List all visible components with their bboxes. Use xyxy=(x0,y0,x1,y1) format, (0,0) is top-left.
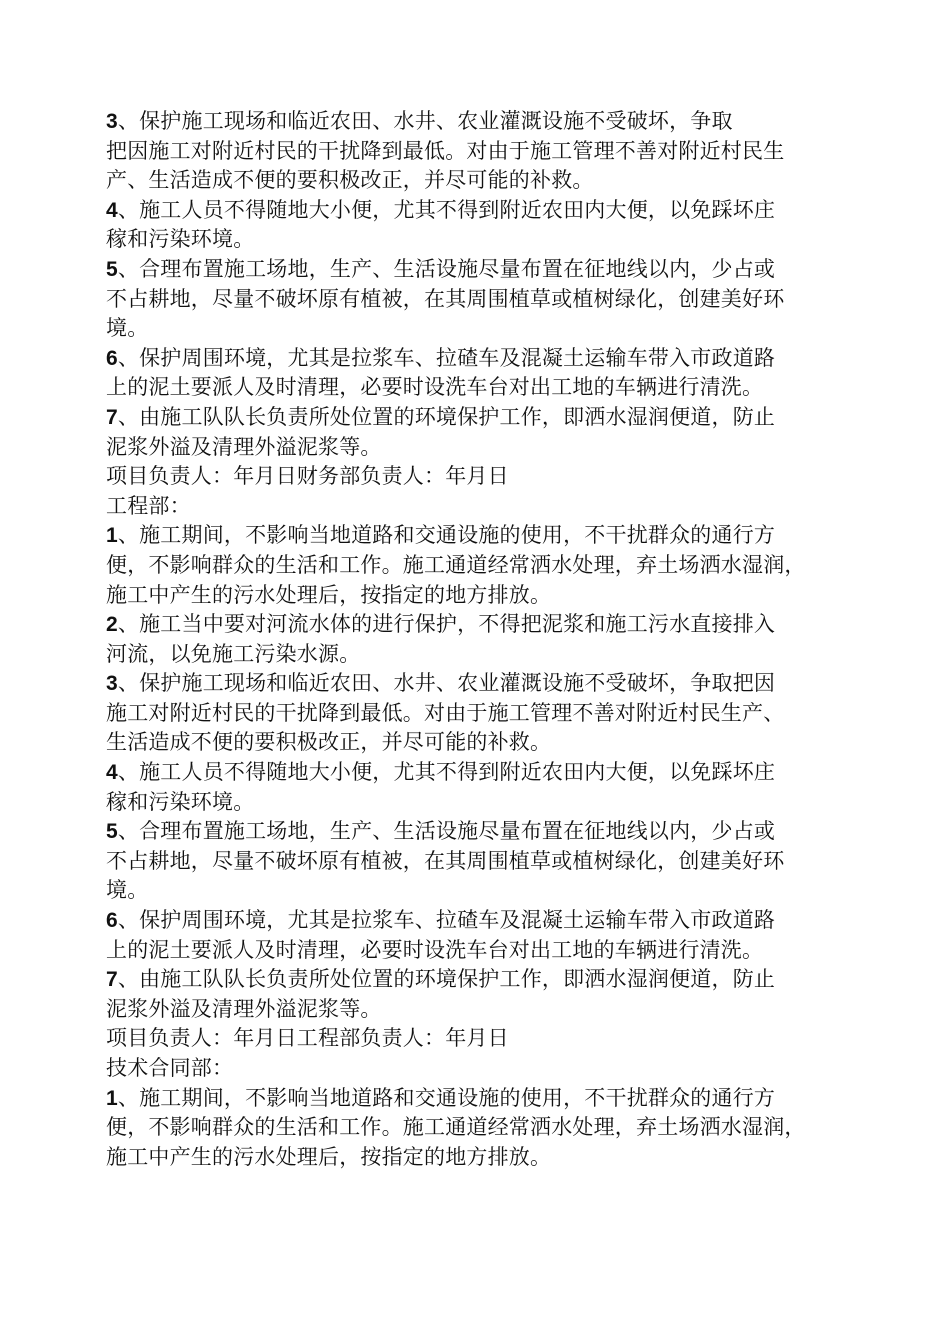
section-heading xyxy=(106,492,866,522)
line-text: 泥浆外溢及清理外溢泥浆等。 xyxy=(106,434,382,459)
line-text: 施工中产生的污水处理后，按指定的地方排放。 xyxy=(106,582,552,607)
text-line xyxy=(106,788,866,818)
list-item-line xyxy=(106,255,866,285)
text-line xyxy=(106,314,866,344)
item-number: 2 xyxy=(106,613,118,637)
list-item-line xyxy=(106,610,866,640)
line-text: 项目负责人：年月日财务部负责人：年月日 xyxy=(106,464,509,489)
line-text: 上的泥土要派人及时清理，必要时设洗车台对出工地的车辆进行清洗。 xyxy=(106,937,764,962)
list-item-line xyxy=(106,1084,866,1114)
item-number: 6 xyxy=(106,909,118,933)
line-text: 上的泥土要派人及时清理，必要时设洗车台对出工地的车辆进行清洗。 xyxy=(106,375,764,400)
text-line xyxy=(106,285,866,315)
line-text: 、合理布置施工场地，生产、生活设施尽量布置在征地线以内，少占或 xyxy=(117,819,776,844)
item-number: 6 xyxy=(106,346,118,370)
item-number: 7 xyxy=(106,968,118,992)
text-line xyxy=(106,1143,866,1173)
line-text: 便，不影响群众的生活和工作。施工通道经常洒水处理，弃土场洒水湿润， xyxy=(106,1115,806,1140)
item-number: 3 xyxy=(106,110,118,133)
item-number: 1 xyxy=(106,524,118,548)
item-number: 7 xyxy=(106,405,118,429)
text-line xyxy=(106,137,866,167)
item-number: 1 xyxy=(106,1086,118,1110)
line-text: 、保护周围环境，尤其是拉浆车、拉碴车及混凝土运输车带入市政道路 xyxy=(117,345,776,370)
list-item-line xyxy=(106,669,866,699)
line-text: 、施工期间，不影响当地道路和交通设施的使用，不干扰群众的通行方 xyxy=(117,1085,776,1110)
line-text: 稼和污染环境。 xyxy=(106,789,255,814)
line-text: 、由施工队队长负责所处位置的环境保护工作，即洒水湿润便道，防止 xyxy=(117,967,776,992)
item-number: 3 xyxy=(106,672,118,696)
list-item-line xyxy=(106,344,866,374)
text-line xyxy=(106,640,866,670)
line-text: 、保护施工现场和临近农田、水井、农业灌溉设施不受破坏，争取 xyxy=(117,109,733,133)
line-text: 、保护施工现场和临近农田、水井、农业灌溉设施不受破坏，争取把因 xyxy=(117,671,776,696)
line-text: 产、生活造成不便的要积极改正，并尽可能的补救。 xyxy=(106,168,594,193)
line-text: 、合理布置施工场地，生产、生活设施尽量布置在征地线以内，少占或 xyxy=(117,256,776,281)
text-line xyxy=(106,433,866,463)
line-text: 项目负责人：年月日工程部负责人：年月日 xyxy=(106,1026,509,1051)
text-line xyxy=(106,551,866,581)
text-line xyxy=(106,373,866,403)
text-line xyxy=(106,1113,866,1143)
line-text: 把因施工对附近村民的干扰降到最低。对由于施工管理不善对附近村民生 xyxy=(106,138,785,163)
line-text: 、施工期间，不影响当地道路和交通设施的使用，不干扰群众的通行方 xyxy=(117,523,776,548)
list-item-line xyxy=(106,758,866,788)
line-text: 、施工人员不得随地大小便，尤其不得到附近农田内大便，以免踩坏庄 xyxy=(117,197,776,222)
item-number: 5 xyxy=(106,257,118,281)
text-line xyxy=(106,995,866,1025)
text-line xyxy=(106,581,866,611)
line-text: 工程部： xyxy=(106,493,191,518)
text-line xyxy=(106,699,866,729)
line-text: 不占耕地，尽量不破坏原有植被，在其周围植草或植树绿化，创建美好环 xyxy=(106,286,785,311)
line-text: 稼和污染环境。 xyxy=(106,227,255,252)
text-line xyxy=(106,462,866,492)
line-text: 技术合同部： xyxy=(106,1056,234,1080)
list-item-line xyxy=(106,196,866,226)
line-text: 境。 xyxy=(106,878,149,903)
line-text: 境。 xyxy=(106,316,149,341)
text-line xyxy=(106,166,866,196)
line-text: 、施工当中要对河流水体的进行保护，不得把泥浆和施工污水直接排入 xyxy=(117,612,776,637)
list-item-line xyxy=(106,965,866,995)
list-item-line xyxy=(106,403,866,433)
line-text: 、施工人员不得随地大小便，尤其不得到附近农田内大便，以免踩坏庄 xyxy=(117,760,776,785)
list-item-line xyxy=(106,107,866,137)
line-text: 、由施工队队长负责所处位置的环境保护工作，即洒水湿润便道，防止 xyxy=(117,404,776,429)
item-number: 4 xyxy=(106,198,118,222)
line-text: 生活造成不便的要积极改正，并尽可能的补救。 xyxy=(106,730,552,755)
list-item-line xyxy=(106,906,866,936)
document-page xyxy=(106,107,866,1172)
text-line xyxy=(106,847,866,877)
item-number: 4 xyxy=(106,761,118,785)
line-text: 泥浆外溢及清理外溢泥浆等。 xyxy=(106,996,382,1021)
item-number: 5 xyxy=(106,820,118,844)
section-heading xyxy=(106,1054,866,1084)
text-line xyxy=(106,1024,866,1054)
line-text: 河流，以免施工污染水源。 xyxy=(106,641,361,666)
text-line xyxy=(106,936,866,966)
line-text: 便，不影响群众的生活和工作。施工通道经常洒水处理，弃土场洒水湿润， xyxy=(106,552,806,577)
text-line xyxy=(106,225,866,255)
text-line xyxy=(106,728,866,758)
line-text: 施工对附近村民的干扰降到最低。对由于施工管理不善对附近村民生产、 xyxy=(106,700,785,725)
line-text: 施工中产生的污水处理后，按指定的地方排放。 xyxy=(106,1144,552,1169)
text-line xyxy=(106,876,866,906)
list-item-line xyxy=(106,817,866,847)
list-item-line xyxy=(106,521,866,551)
line-text: 、保护周围环境，尤其是拉浆车、拉碴车及混凝土运输车带入市政道路 xyxy=(117,908,776,933)
line-text: 不占耕地，尽量不破坏原有植被，在其周围植草或植树绿化，创建美好环 xyxy=(106,848,785,873)
